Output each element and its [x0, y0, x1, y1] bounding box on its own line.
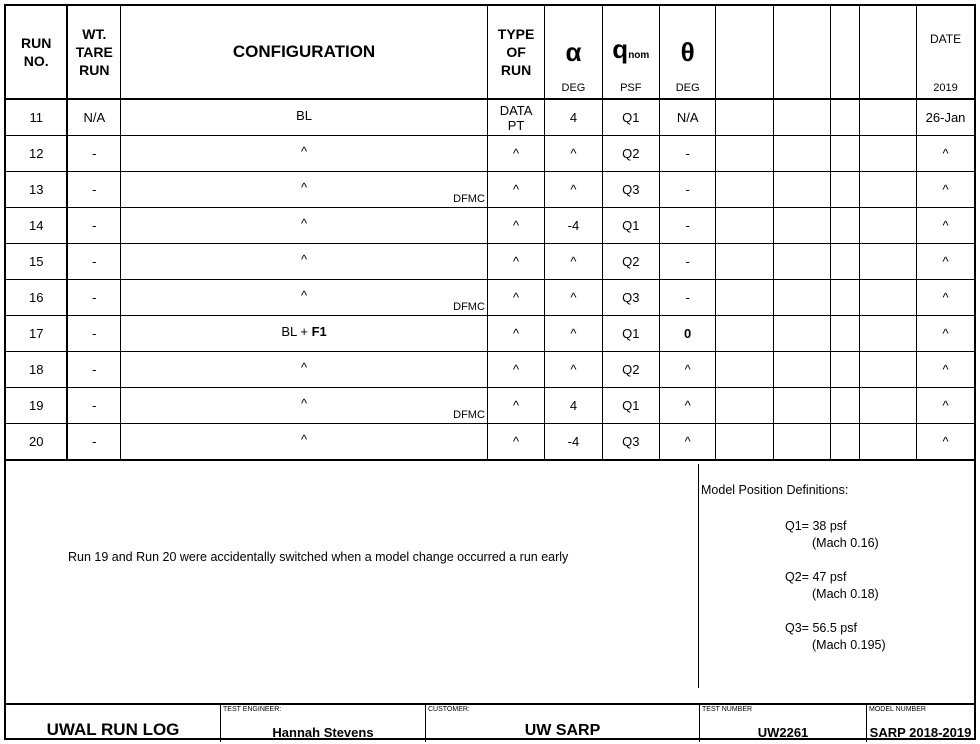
blank-cell: [773, 99, 830, 136]
blank-cell: [859, 424, 916, 461]
date-value: ^: [942, 254, 949, 269]
blank-cell: [831, 388, 860, 424]
theta-symbol: θ: [680, 37, 695, 67]
definition-q3-mach: (Mach 0.195): [812, 638, 886, 652]
theta-cell: [659, 99, 715, 136]
tare-value: -: [92, 326, 97, 341]
date-cell: [917, 280, 974, 316]
footer-test-engineer-cell: [220, 705, 425, 742]
tare-value: -: [92, 398, 97, 413]
blank-cell: [831, 424, 860, 461]
blank-cell: [773, 280, 830, 316]
date-cell: [917, 388, 974, 424]
q-nom-cell: [602, 172, 659, 208]
tare-cell: [67, 172, 120, 208]
tare-cell: [67, 136, 120, 172]
theta-cell: [659, 388, 715, 424]
footer: [6, 703, 974, 742]
type-of-run-value: ^: [513, 218, 520, 233]
theta-value: ^: [684, 362, 691, 377]
definition-q2: Q2= 47 psf: [785, 570, 847, 584]
tare-value: -: [92, 362, 97, 377]
definition-q2-mach: (Mach 0.18): [812, 587, 879, 601]
q-nom-value: Q3: [622, 182, 640, 197]
date-cell: [917, 352, 974, 388]
type-of-run-value: ^: [513, 434, 520, 449]
dfmc-label: DFMC: [453, 301, 485, 313]
q-nom-value: Q1: [622, 398, 640, 413]
run-number-value: 16: [28, 290, 44, 305]
theta-cell: [659, 172, 715, 208]
test-number-value: UW2261: [757, 725, 809, 740]
alpha-cell: [545, 172, 602, 208]
table-row: [6, 316, 974, 352]
type-of-run-cell: [487, 280, 544, 316]
blank-cell: [773, 388, 830, 424]
run-number-cell: [6, 352, 67, 388]
header-date: DATE 2019: [917, 6, 974, 99]
definition-q1-mach: (Mach 0.16): [812, 536, 879, 550]
run-number-cell: [6, 388, 67, 424]
tare-value: -: [92, 434, 97, 449]
blank-cell: [716, 136, 773, 172]
date-value: ^: [942, 398, 949, 413]
configuration-cell: [121, 280, 488, 316]
theta-value: N/A: [676, 110, 699, 125]
footer-model-number-cell: [866, 705, 974, 742]
header-blank-2: [773, 6, 830, 99]
alpha-value: -4: [567, 218, 580, 233]
alpha-value: ^: [570, 362, 577, 377]
tare-value: -: [92, 146, 97, 161]
blank-cell: [831, 208, 860, 244]
blank-cell: [831, 316, 860, 352]
type-of-run-value: ^: [513, 398, 520, 413]
footer-title-cell: [6, 705, 220, 742]
date-value: ^: [942, 362, 949, 377]
configuration-cell: [121, 352, 488, 388]
table-row: [6, 208, 974, 244]
alpha-cell: [545, 352, 602, 388]
blank-cell: [859, 172, 916, 208]
run-number-cell: [6, 424, 67, 461]
run-number-cell: [6, 244, 67, 280]
configuration-cell: [121, 316, 488, 352]
q-symbol: qnom: [612, 33, 650, 64]
theta-value: ^: [684, 398, 691, 413]
configuration-value: ^: [301, 216, 308, 231]
theta-value: -: [685, 218, 690, 233]
blank-cell: [831, 136, 860, 172]
type-of-run-cell: [487, 172, 544, 208]
blank-cell: [773, 352, 830, 388]
run-number-cell: [6, 172, 67, 208]
table-row: [6, 280, 974, 316]
table-row: [6, 172, 974, 208]
theta-unit: DEG: [675, 82, 700, 94]
blank-cell: [859, 316, 916, 352]
q-nom-value: Q2: [622, 146, 640, 161]
blank-cell: [859, 280, 916, 316]
blank-cell: [859, 208, 916, 244]
q-nom-value: Q1: [622, 326, 640, 341]
date-cell: [917, 424, 974, 461]
definitions-title: Model Position Definitions:: [701, 483, 849, 497]
date-cell: [917, 172, 974, 208]
date-cell: [917, 316, 974, 352]
configuration-value: ^: [301, 288, 308, 303]
header-wt-tare-run: WT. TARE RUN: [67, 6, 120, 99]
configuration-value: ^: [301, 144, 308, 159]
alpha-symbol: α: [565, 37, 582, 67]
q-nom-cell: [602, 244, 659, 280]
table-row: [6, 388, 974, 424]
test-engineer-value: Hannah Stevens: [272, 725, 374, 740]
configuration-cell: [121, 136, 488, 172]
q-nom-cell: [602, 280, 659, 316]
blank-cell: [716, 352, 773, 388]
q-nom-value: Q2: [622, 254, 640, 269]
alpha-value: ^: [570, 146, 577, 161]
blank-cell: [716, 316, 773, 352]
alpha-value: ^: [570, 254, 577, 269]
run-number-value: 11: [29, 110, 43, 125]
theta-value: -: [685, 290, 690, 305]
alpha-value: 4: [569, 398, 578, 413]
configuration-value: ^: [301, 360, 308, 375]
footer-customer-cell: [425, 705, 699, 742]
configuration-cell: [121, 388, 488, 424]
theta-cell: [659, 136, 715, 172]
type-of-run-cell: [487, 424, 544, 461]
theta-value: -: [685, 146, 690, 161]
blank-cell: [716, 99, 773, 136]
configuration-value: ^: [301, 396, 308, 411]
run-number-cell: [6, 208, 67, 244]
date-value: ^: [942, 182, 949, 197]
alpha-unit: DEG: [561, 82, 586, 94]
table-row: [6, 136, 974, 172]
test-engineer-label: TEST ENGINEER:: [223, 706, 282, 713]
blank-cell: [716, 208, 773, 244]
run-number-cell: [6, 316, 67, 352]
run-log-sheet: [4, 4, 976, 740]
blank-cell: [859, 388, 916, 424]
blank-cell: [773, 424, 830, 461]
blank-cell: [831, 280, 860, 316]
run-number-value: 13: [28, 182, 44, 197]
theta-value: -: [685, 254, 690, 269]
header-type-of-run: TYPE OF RUN: [487, 6, 544, 99]
header-blank-4: [859, 6, 916, 99]
date-value: 26-Jan: [925, 110, 966, 125]
notes-text: Run 19 and Run 20 were accidentally switched when a model change occurred a run early: [68, 550, 569, 564]
q-nom-cell: [602, 424, 659, 461]
header-run-no: RUN NO.: [6, 6, 67, 99]
theta-value: ^: [684, 434, 691, 449]
blank-cell: [716, 280, 773, 316]
q-nom-value: Q3: [622, 290, 640, 305]
theta-value: 0: [684, 326, 692, 341]
tare-cell: [67, 316, 120, 352]
run-number-value: 12: [28, 146, 44, 161]
blank-cell: [831, 99, 860, 136]
date-cell: [917, 136, 974, 172]
blank-cell: [773, 136, 830, 172]
alpha-cell: [545, 388, 602, 424]
run-log-table: [6, 6, 974, 461]
configuration-cell: [121, 424, 488, 461]
header-blank-3: [831, 6, 860, 99]
header-configuration: CONFIGURATION: [121, 6, 488, 99]
alpha-cell: [545, 280, 602, 316]
date-value: ^: [942, 146, 949, 161]
blank-cell: [773, 316, 830, 352]
model-position-definitions: [698, 464, 975, 688]
blank-cell: [831, 352, 860, 388]
alpha-cell: [545, 244, 602, 280]
date-cell: [917, 208, 974, 244]
table-row: [6, 99, 974, 136]
alpha-value: -4: [567, 434, 580, 449]
run-number-value: 20: [28, 434, 44, 449]
theta-value: -: [685, 182, 690, 197]
theta-cell: [659, 244, 715, 280]
q-unit: PSF: [620, 82, 642, 94]
tare-value: -: [92, 254, 97, 269]
date-year: 2019: [933, 82, 958, 94]
date-value: ^: [942, 290, 949, 305]
type-of-run-cell: [487, 352, 544, 388]
configuration-value: BL + F1: [281, 324, 327, 339]
alpha-value: ^: [570, 326, 577, 341]
notes-section: [6, 464, 974, 704]
tare-cell: [67, 99, 120, 136]
type-of-run-cell: [487, 136, 544, 172]
tare-value: -: [92, 182, 97, 197]
header-theta: [659, 6, 715, 99]
q-nom-value: Q3: [622, 434, 640, 449]
type-of-run-cell: [487, 316, 544, 352]
type-of-run-cell: [487, 244, 544, 280]
model-number-label: MODEL NUMBER: [869, 706, 926, 713]
type-of-run-value: ^: [513, 326, 520, 341]
table-row: [6, 424, 974, 461]
tare-value: -: [92, 290, 97, 305]
date-cell: [917, 99, 974, 136]
alpha-value: 4: [569, 110, 578, 125]
date-cell: [917, 244, 974, 280]
tare-cell: [67, 352, 120, 388]
blank-cell: [716, 244, 773, 280]
header-alpha: [545, 6, 602, 99]
q-nom-value: Q1: [622, 110, 640, 125]
tare-cell: [67, 388, 120, 424]
configuration-cell: [121, 172, 488, 208]
date-value: ^: [942, 434, 949, 449]
tare-value: -: [92, 218, 97, 233]
alpha-value: ^: [570, 290, 577, 305]
tare-cell: [67, 424, 120, 461]
q-nom-cell: [602, 316, 659, 352]
blank-cell: [831, 244, 860, 280]
blank-cell: [859, 99, 916, 136]
run-number-value: 15: [28, 254, 44, 269]
q-nom-cell: [602, 388, 659, 424]
q-nom-cell: [602, 99, 659, 136]
tare-cell: [67, 208, 120, 244]
blank-cell: [831, 172, 860, 208]
configuration-value: BL: [296, 108, 312, 123]
type-of-run-value: ^: [513, 290, 520, 305]
footer-title: UWAL RUN LOG: [46, 720, 180, 739]
blank-cell: [859, 136, 916, 172]
q-nom-cell: [602, 352, 659, 388]
test-number-label: TEST NUMBER: [702, 706, 753, 713]
dfmc-label: DFMC: [453, 409, 485, 421]
alpha-cell: [545, 136, 602, 172]
blank-cell: [773, 244, 830, 280]
type-of-run-value: ^: [513, 254, 520, 269]
customer-label: CUSTOMER:: [428, 706, 470, 713]
blank-cell: [773, 172, 830, 208]
run-number-value: 18: [28, 362, 44, 377]
tare-cell: [67, 244, 120, 280]
type-of-run-value: ^: [513, 362, 520, 377]
configuration-cell: [121, 99, 488, 136]
alpha-value: ^: [570, 182, 577, 197]
blank-cell: [716, 388, 773, 424]
blank-cell: [716, 424, 773, 461]
run-number-cell: [6, 280, 67, 316]
type-of-run-cell: [487, 388, 544, 424]
type-of-run-cell: [487, 208, 544, 244]
tare-cell: [67, 280, 120, 316]
theta-cell: [659, 352, 715, 388]
run-number-cell: [6, 99, 67, 136]
date-value: ^: [942, 326, 949, 341]
run-number-cell: [6, 136, 67, 172]
q-nom-value: Q2: [622, 362, 640, 377]
configuration-value: ^: [301, 252, 308, 267]
type-of-run-value: ^: [513, 182, 520, 197]
customer-value: UW SARP: [524, 722, 601, 739]
run-number-value: 19: [28, 398, 44, 413]
header-blank-1: [716, 6, 773, 99]
alpha-cell: [545, 99, 602, 136]
run-number-value: 17: [28, 326, 44, 341]
configuration-cell: [121, 208, 488, 244]
blank-cell: [716, 172, 773, 208]
blank-cell: [859, 352, 916, 388]
table-row: [6, 244, 974, 280]
definition-q3: Q3= 56.5 psf: [785, 621, 857, 635]
configuration-cell: [121, 244, 488, 280]
footer-test-number-cell: [699, 705, 866, 742]
q-nom-value: Q1: [622, 218, 640, 233]
definition-q1: Q1= 38 psf: [785, 519, 847, 533]
run-number-value: 14: [28, 218, 44, 233]
theta-cell: [659, 424, 715, 461]
type-of-run-value: ^: [513, 146, 520, 161]
theta-cell: [659, 208, 715, 244]
date-value: ^: [942, 218, 949, 233]
table-row: [6, 352, 974, 388]
blank-cell: [773, 208, 830, 244]
model-number-value: SARP 2018-2019: [869, 725, 972, 740]
header-q-nom: [602, 6, 659, 99]
theta-cell: [659, 280, 715, 316]
dfmc-label: DFMC: [453, 193, 485, 205]
q-nom-cell: [602, 136, 659, 172]
tare-value: N/A: [83, 110, 106, 125]
blank-cell: [859, 244, 916, 280]
header-row: [6, 6, 974, 99]
type-of-run-value: DATA PT: [499, 102, 533, 133]
q-nom-cell: [602, 208, 659, 244]
alpha-cell: [545, 208, 602, 244]
theta-cell: [659, 316, 715, 352]
alpha-cell: [545, 424, 602, 461]
configuration-value: ^: [301, 180, 308, 195]
type-of-run-cell: [487, 99, 544, 136]
alpha-cell: [545, 316, 602, 352]
configuration-value: ^: [301, 432, 308, 447]
